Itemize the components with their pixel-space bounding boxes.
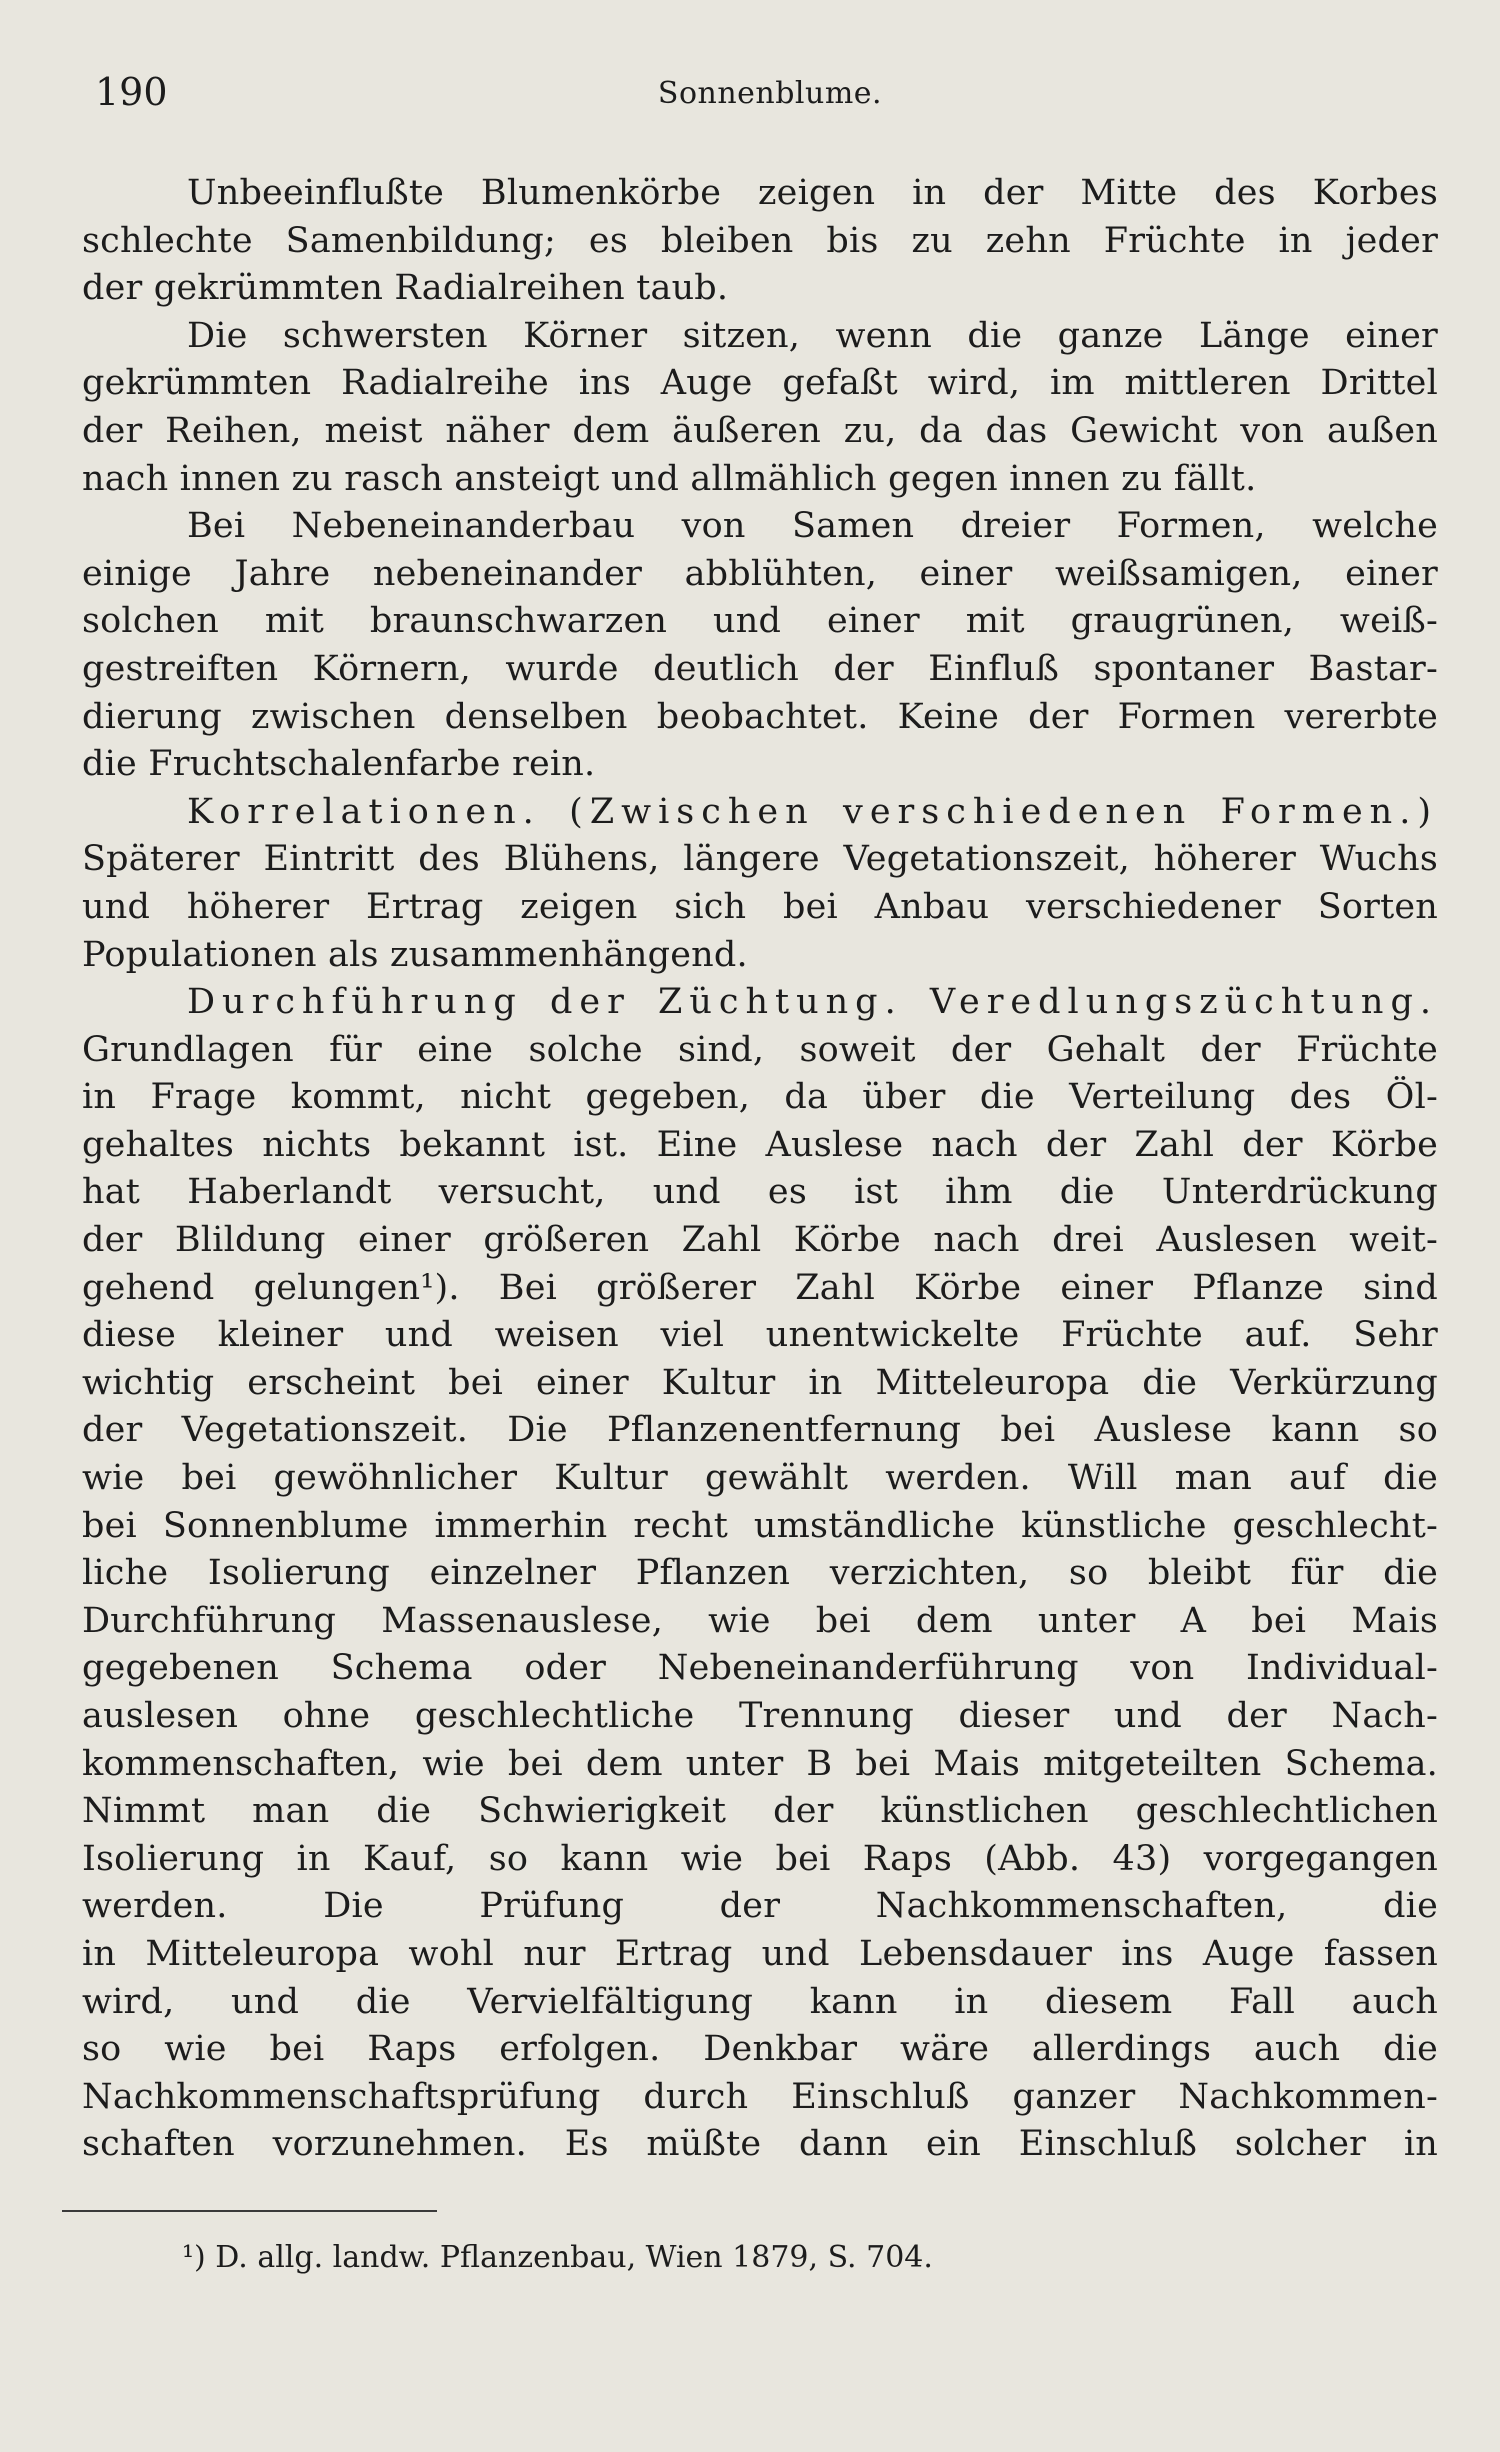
text-line: Durchführung der Züchtung. Veredlungszüchtung. bbox=[187, 982, 1438, 1023]
text-line: Späterer Eintritt des Blühens, längere Vegetationszeit, höherer Wuchs bbox=[82, 839, 1438, 880]
text-line: Grundlagen für eine solche sind, soweit der Gehalt der Früchte bbox=[82, 1029, 1438, 1070]
footnote-rule bbox=[62, 2210, 437, 2212]
text-line: hat Haberlandt versucht, und es ist ihm die Unterdrückung bbox=[82, 1172, 1438, 1213]
text-line: werden. Die Prüfung der Nachkommenschaften, die bbox=[82, 1886, 1438, 1927]
text-line: liche Isolierung einzelner Pflanzen verzichten, so bleibt für die bbox=[82, 1553, 1438, 1594]
text-line: wichtig erscheint bei einer Kultur in Mitteleuropa die Verkürzung bbox=[82, 1362, 1438, 1403]
text-line: wie bei gewöhnlicher Kultur gewählt werden. Will man auf die bbox=[82, 1458, 1438, 1499]
text-line: Unbeeinflußte Blumenkörbe zeigen in der Mitte des Korbes bbox=[187, 173, 1438, 213]
text-line: Isolierung in Kauf, so kann wie bei Raps (Abb. 43) vorgegangen bbox=[82, 1838, 1438, 1879]
text-line: gekrümmten Radialreihe ins Auge gefaßt wird, im mittleren Drittel bbox=[82, 363, 1438, 404]
text-line: so wie bei Raps erfolgen. Denkbar wäre allerdings auch die bbox=[82, 2029, 1438, 2070]
text-line: gegebenen Schema oder Nebeneinanderführung von Individual- bbox=[82, 1648, 1438, 1689]
text-line: der Blildung einer größeren Zahl Körbe nach drei Auslesen weit- bbox=[82, 1220, 1438, 1261]
text-line: die Fruchtschalenfarbe rein. bbox=[82, 744, 596, 785]
text-line: Populationen als zusammenhängend. bbox=[82, 934, 748, 975]
text-line: der gekrümmten Radialreihen taub. bbox=[82, 268, 729, 309]
text-line: Durchführung Massenauslese, wie bei dem unter A bei Mais bbox=[82, 1600, 1438, 1641]
body-text bbox=[82, 170, 1438, 2169]
footnote: ¹) D. allg. landw. Pflanzenbau, Wien 1879, S. 704. bbox=[182, 2240, 933, 2275]
running-head: Sonnenblume. bbox=[657, 76, 883, 111]
text-line: auslesen ohne geschlechtliche Trennung dieser und der Nach- bbox=[82, 1696, 1438, 1736]
text-line: diese kleiner und weisen viel unentwickelte Früchte auf. Sehr bbox=[82, 1315, 1438, 1356]
text-line: schaften vorzunehmen. Es müßte dann ein Einschluß solcher in bbox=[82, 2124, 1438, 2165]
text-line: in Frage kommt, nicht gegeben, da über die Verteilung des Öl- bbox=[82, 1077, 1438, 1118]
text-line: der Vegetationszeit. Die Pflanzenentfernung bei Auslese kann so bbox=[82, 1410, 1438, 1451]
text-line: wird, und die Vervielfältigung kann in diesem Fall auch bbox=[82, 1981, 1438, 2022]
text-line: Korrelationen. (Zwischen verschiedenen Formen.) bbox=[187, 791, 1438, 832]
text-line: Die schwersten Körner sitzen, wenn die ganze Länge einer bbox=[187, 315, 1438, 356]
text-line: einige Jahre nebeneinander abblühten, einer weißsamigen, einer bbox=[82, 553, 1438, 594]
text-line: nach innen zu rasch ansteigt und allmählich gegen innen zu fällt. bbox=[82, 458, 1257, 499]
page-header bbox=[95, 70, 1445, 130]
text-line: Nimmt man die Schwierigkeit der künstlichen geschlechtlichen bbox=[82, 1791, 1438, 1832]
text-line: bei Sonnenblume immerhin recht umständliche künstliche geschlecht- bbox=[82, 1505, 1438, 1546]
text-line: gehend gelungen¹). Bei größerer Zahl Körbe einer Pflanze sind bbox=[82, 1267, 1438, 1308]
text-line: Bei Nebeneinanderbau von Samen dreier Formen, welche bbox=[187, 506, 1438, 547]
page-number: 190 bbox=[95, 70, 168, 114]
text-line: gehaltes nichts bekannt ist. Eine Auslese nach der Zahl der Körbe bbox=[82, 1124, 1438, 1165]
text-line: Nachkommenschaftsprüfung durch Einschluß ganzer Nachkommen- bbox=[82, 2076, 1438, 2117]
text-line: dierung zwischen denselben beobachtet. Keine der Formen vererbte bbox=[82, 696, 1438, 737]
text-line: in Mitteleuropa wohl nur Ertrag und Lebensdauer ins Auge fassen bbox=[82, 1933, 1438, 1974]
text-line: und höherer Ertrag zeigen sich bei Anbau verschiedener Sorten bbox=[82, 886, 1438, 927]
text-line: der Reihen, meist näher dem äußeren zu, da das Gewicht von außen bbox=[82, 410, 1438, 451]
text-line: gestreiften Körnern, wurde deutlich der Einfluß spontaner Bastar- bbox=[82, 648, 1438, 689]
text-line: solchen mit braunschwarzen und einer mit graugrünen, weiß- bbox=[82, 601, 1438, 642]
text-line: kommenschaften, wie bei dem unter B bei Mais mitgeteilten Schema. bbox=[82, 1743, 1438, 1784]
text-line: schlechte Samenbildung; es bleiben bis zu zehn Früchte in jeder bbox=[82, 220, 1438, 261]
